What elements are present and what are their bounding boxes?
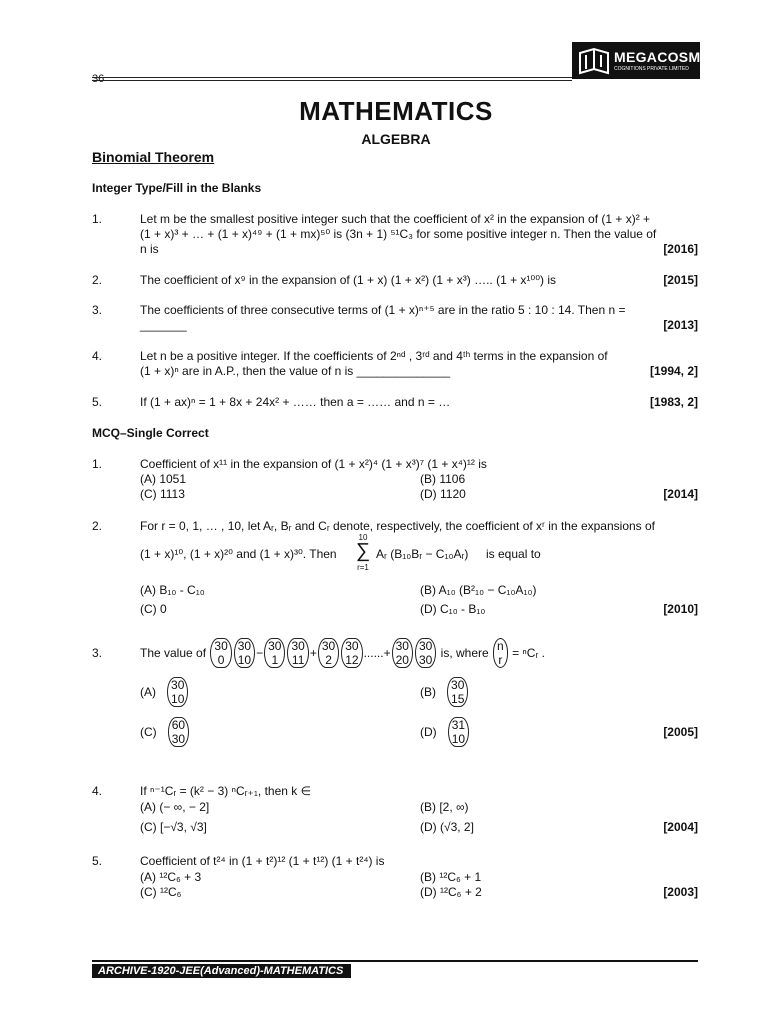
question-text: = ⁿCᵣ . [512,645,545,660]
operator: + [309,645,317,660]
logo-subtitle: COGNITIONS PRIVATE LIMITED [614,66,689,72]
option-a: (A) B₁₀ - C₁₀ [140,583,205,597]
topic-heading: Binomial Theorem [92,149,215,165]
question-text: The value of [140,645,207,660]
operator: ......+ [363,645,391,660]
section-heading: MCQ–Single Correct [92,426,209,440]
question-text: Let n be a positive integer. If the coefficients of 2ⁿᵈ , 3ʳᵈ and 4ᵗʰ terms in the expansion of [140,349,608,363]
question-text: (1 + x)¹⁰, (1 + x)²⁰ and (1 + x)³⁰. Then [140,547,337,561]
question-text: Let m be the smallest positive integer such that the coefficient of x² in the expansion of (1 + x)² + [140,212,651,226]
binomial: n r [493,638,508,668]
option-a: (A) 1051 [140,472,187,486]
question-text: is, where [440,645,489,660]
option-a: (A) (− ∞, − 2] [140,800,210,814]
year-tag: [2005] [663,725,698,739]
question-text: If (1 + ax)ⁿ = 1 + 8x + 24x² + …… then a = …… and n = … [140,395,451,409]
option-b: (B) ¹²C₆ + 1 [420,870,482,884]
question-number: 5. [92,395,103,409]
footer-rule [92,960,698,962]
year-tag: [1983, 2] [649,395,698,409]
binomial: 30 11 [287,638,308,668]
option-d: (D) (√3, 2] [420,820,474,834]
question-number: 4. [92,349,103,363]
binomial: 30 30 [415,638,436,668]
year-tag: [2013] [663,318,698,332]
question-number: 3. [92,646,103,660]
question-number: 4. [92,784,103,798]
page-number: 36 [92,73,105,85]
binomial: 31 10 [448,717,469,747]
year-tag: [2014] [663,487,698,501]
option-c: (C) ¹²C₆ [140,885,182,899]
option-c: (C) 60 30 [140,714,190,750]
binomial: 30 1 [264,638,285,668]
year-tag: [2016] [663,242,698,256]
operator: − [256,645,264,660]
question-text: _______ [140,318,187,332]
sum-lower-limit: r=1 [357,563,369,572]
option-d: (D) ¹²C₆ + 2 [420,885,482,899]
binomial: 30 2 [318,638,339,668]
option-b: (B) 30 15 [420,674,469,710]
year-tag: [1994, 2] [649,364,698,378]
binomial: 60 30 [168,717,189,747]
year-tag: [2003] [663,885,698,899]
binomial: 30 10 [234,638,255,668]
option-a: (A) 30 10 [140,674,189,710]
option-c: (C) [−√3, √3] [140,820,207,834]
year-tag: [2015] [663,273,698,287]
question-text: If ⁿ⁻¹Cᵣ = (k² − 3) ⁿCᵣ₊₁, then k ∈ [140,784,312,798]
question-number: 2. [92,273,103,287]
logo [572,42,700,79]
option-c: (C) 0 [140,602,167,616]
binomial: 30 20 [392,638,413,668]
book-icon [578,47,610,75]
option-c: (C) 1113 [140,487,185,501]
question-text: The coefficient of x⁹ in the expansion of (1 + x) (1 + x²) (1 + x³) ….. (1 + x¹⁰⁰) is [140,273,557,287]
question-text: Coefficient of t²⁴ in (1 + t²)¹² (1 + t¹²) (1 + t²⁴) is [140,854,385,868]
question-text: is equal to [486,547,541,561]
option-d: (D) 31 10 [420,714,470,750]
question-number: 3. [92,303,103,317]
option-d: (D) C₁₀ - B₁₀ [420,602,486,616]
question-text: (1 + x)ⁿ are in A.P., then the value of n is ______________ [140,364,451,378]
logo-name: MEGACOSM [614,49,701,65]
question-text: The coefficients of three consecutive terms of (1 + x)ⁿ⁺⁵ are in the ratio 5 : 10 : 14. Then n = [140,303,626,317]
option-d: (D) 1120 [420,487,466,501]
binomial: 30 15 [447,677,468,707]
question-text: Coefficient of x¹¹ in the expansion of (1 + x²)⁴ (1 + x³)⁷ (1 + x⁴)¹² is [140,457,487,471]
page-title: MATHEMATICS [299,96,493,126]
option-b: (B) [2, ∞) [420,800,469,814]
question-number: 1. [92,212,103,226]
binomial: 30 10 [167,677,188,707]
binomial: 30 12 [341,638,362,668]
sigma-icon: ∑ [355,540,371,562]
question-text: n is [140,242,159,256]
footer-label: ARCHIVE-1920-JEE(Advanced)-MATHEMATICS [92,964,351,978]
year-tag: [2004] [663,820,698,834]
year-tag: [2010] [663,602,698,616]
option-b: (B) A₁₀ (B²₁₀ − C₁₀A₁₀) [420,583,537,597]
question-number: 2. [92,519,103,533]
binomial-expression [140,635,545,671]
page-subtitle: ALGEBRA [361,131,431,147]
option-a: (A) ¹²C₆ + 3 [140,870,202,884]
question-text: For r = 0, 1, … , 10, let Aᵣ, Bᵣ and Cᵣ denote, respectively, the coefficient of xʳ in the expansions of [140,519,656,533]
sum-expression: Aᵣ (B₁₀Bᵣ − C₁₀Aᵣ) [376,547,469,561]
section-heading: Integer Type/Fill in the Blanks [92,181,262,195]
question-number: 5. [92,854,103,868]
question-number: 1. [92,457,103,471]
option-b: (B) 1106 [420,472,466,486]
header-rule [92,77,572,78]
question-text: (1 + x)³ + … + (1 + x)⁴⁹ + (1 + mx)⁵⁰ is (3n + 1) ⁵¹C₃ for some positive integer n. Then the value of [140,227,657,241]
sum-upper-limit: 10 [358,533,368,542]
header-rule-2 [92,80,572,81]
binomial: 30 0 [210,638,231,668]
